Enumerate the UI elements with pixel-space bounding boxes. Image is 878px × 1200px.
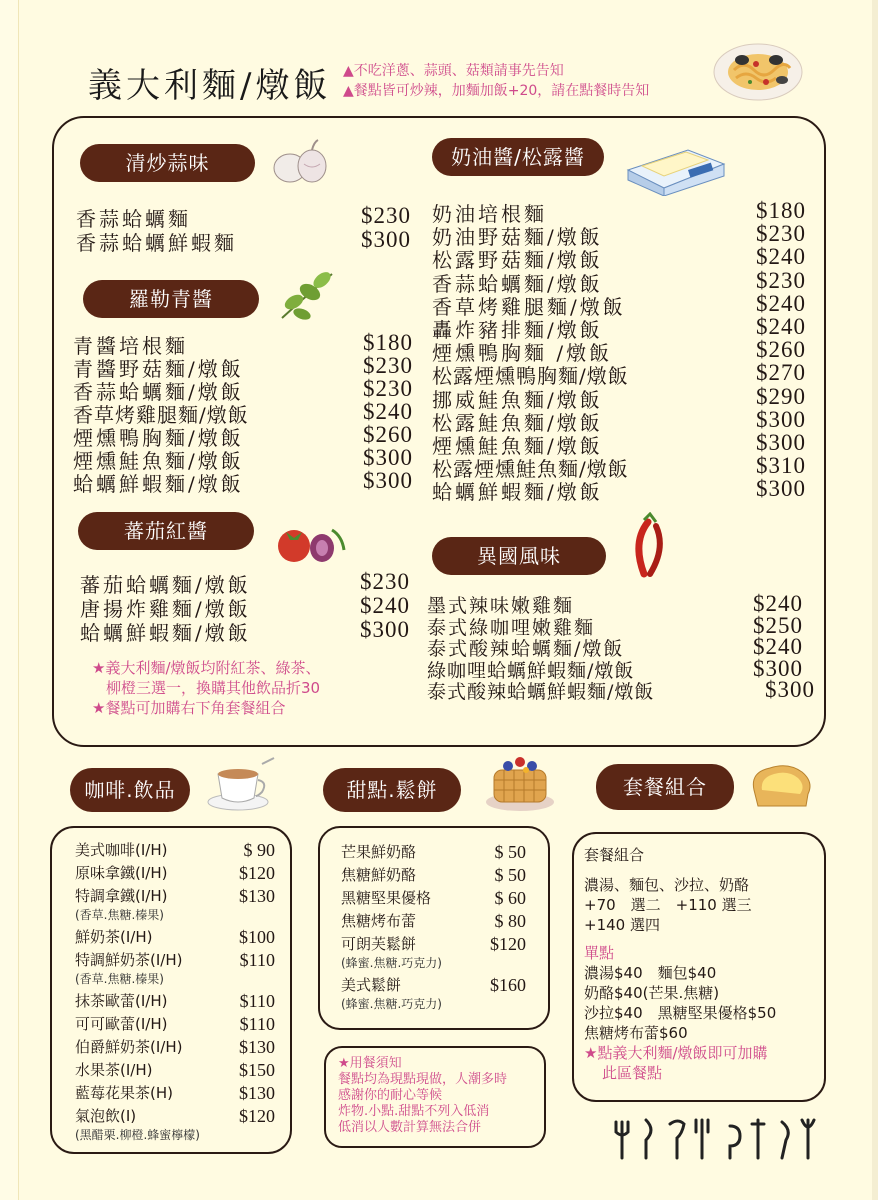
menu-item bbox=[427, 655, 815, 682]
menu-item-price: $240 bbox=[756, 290, 806, 316]
menu-item bbox=[73, 330, 413, 358]
menu-item bbox=[432, 429, 806, 458]
menu-item-price: $180 bbox=[363, 330, 413, 355]
drink-item bbox=[75, 1082, 275, 1105]
menu-item-name: 綠咖哩蛤蠣鮮蝦麵/燉飯 bbox=[427, 659, 635, 682]
page-title: 義大利麵/燉飯 bbox=[88, 66, 332, 106]
menu-item-price: $300 bbox=[363, 468, 413, 493]
single-line: 焦糖烤布蕾$60 bbox=[584, 1024, 688, 1042]
menu-item-price: $240 bbox=[363, 399, 413, 424]
drink-item bbox=[75, 885, 275, 908]
single-line: 沙拉$40 黑糖堅果優格$50 bbox=[584, 1004, 777, 1022]
drink-name: 鮮奶茶(I/H) bbox=[75, 928, 153, 946]
waffle-icon bbox=[484, 750, 556, 814]
dessert-price: $ 80 bbox=[494, 911, 526, 931]
combo-footnote-2: 此區餐點 bbox=[602, 1064, 663, 1082]
butter-icon bbox=[624, 130, 728, 196]
header-note-1: ▲不吃洋蔥、蒜頭、菇類請事先告知 bbox=[343, 63, 564, 79]
tomato-list bbox=[80, 569, 410, 645]
section-cream-title: 奶油醬/松露醬 bbox=[432, 138, 604, 176]
menu-item-price: $300 bbox=[363, 445, 413, 470]
single-line: 濃湯$40 麵包$40 bbox=[584, 964, 717, 982]
drink-name: 氣泡飲(I) bbox=[75, 1107, 137, 1125]
dessert-options: (蜂蜜.焦糖.巧克力) bbox=[341, 997, 442, 1011]
dessert-name: 芒果鮮奶酪 bbox=[341, 843, 417, 861]
dessert-item bbox=[341, 910, 526, 933]
basil-icon bbox=[272, 262, 342, 328]
drink-name: 美式咖啡(I/H) bbox=[75, 841, 168, 859]
menu-item bbox=[73, 353, 413, 381]
section-basil-title: 羅勒青醬 bbox=[83, 280, 259, 318]
menu-item-price: $300 bbox=[361, 227, 411, 252]
menu-item-name: 青醬培根麵 bbox=[73, 334, 188, 358]
coffee-cup-icon bbox=[206, 756, 278, 814]
menu-item bbox=[432, 198, 806, 226]
drink-options: (黑醋栗.柳橙.蜂蜜檸檬) bbox=[75, 1128, 200, 1142]
dining-notice bbox=[338, 1056, 538, 1136]
menu-item bbox=[427, 634, 815, 660]
menu-item-price: $180 bbox=[756, 198, 806, 223]
drink-name: 水果茶(I/H) bbox=[75, 1061, 153, 1079]
drink-name: 特調鮮奶茶(I/H) bbox=[75, 951, 183, 969]
menu-item-price: $250 bbox=[753, 612, 803, 638]
menu-item-name: 香蒜蛤蠣鮮蝦麵 bbox=[76, 231, 237, 255]
menu-item-price: $240 bbox=[753, 591, 803, 616]
combo-line: +70 選二 +110 選三 bbox=[584, 896, 752, 914]
menu-item-price: $260 bbox=[756, 337, 806, 363]
menu-item-name: 香蒜蛤蠣麵 bbox=[76, 207, 191, 231]
menu-item-name: 蕃茄蛤蠣麵/燉飯 bbox=[80, 573, 251, 597]
menu-item-price: $230 bbox=[360, 569, 410, 594]
menu-item bbox=[80, 617, 410, 645]
menu-item-price: $230 bbox=[361, 203, 411, 228]
dessert-price: $ 50 bbox=[494, 842, 526, 862]
dessert-price: $ 50 bbox=[494, 865, 526, 885]
header-note-2: ▲餐點皆可炒辣，加麵加飯+20，請在點餐時告知 bbox=[343, 83, 650, 99]
garlic-list bbox=[76, 203, 411, 255]
dessert-name: 美式鬆餅 bbox=[341, 976, 402, 994]
menu-item-name: 香草烤雞腿麵/燉飯 bbox=[432, 294, 626, 319]
drink-price: $110 bbox=[239, 950, 275, 970]
menu-item-price: $240 bbox=[756, 313, 806, 339]
menu-item bbox=[80, 593, 410, 621]
menu-item-price: $240 bbox=[756, 244, 806, 270]
menu-item bbox=[432, 406, 806, 435]
tomato-note-3: ★餐點可加購右下角套餐組合 bbox=[92, 699, 286, 717]
dessert-item bbox=[341, 974, 526, 997]
menu-item-name: 香蒜蛤蠣麵/燉飯 bbox=[432, 271, 603, 296]
menu-item-price: $260 bbox=[363, 422, 413, 447]
dessert-name: 焦糖鮮奶酪 bbox=[341, 866, 417, 884]
drink-item bbox=[75, 926, 275, 949]
drink-name: 原味拿鐵(I/H) bbox=[75, 864, 168, 882]
basil-list bbox=[73, 330, 413, 496]
menu-item bbox=[432, 267, 806, 296]
menu-item bbox=[427, 612, 815, 639]
garlic-icon bbox=[268, 138, 332, 188]
menu-item bbox=[76, 227, 411, 255]
drink-price: $130 bbox=[239, 886, 275, 906]
section-exotic-title: 異國風味 bbox=[432, 537, 606, 575]
menu-item-price: $230 bbox=[363, 353, 413, 378]
combo-box-title: 套餐組合 bbox=[584, 846, 645, 864]
dessert-item bbox=[341, 933, 526, 956]
drink-item bbox=[75, 1036, 275, 1059]
drink-item bbox=[75, 949, 275, 972]
menu-item-name: 蛤蠣鮮蝦麵/燉飯 bbox=[73, 472, 244, 496]
tomato-note-1: ★義大利麵/燉飯均附紅茶、綠茶、 bbox=[92, 659, 321, 677]
drink-item bbox=[75, 1013, 275, 1036]
menu-item-name: 松露煙燻鮭魚麵/燉飯 bbox=[432, 457, 629, 482]
dessert-price: $120 bbox=[490, 934, 526, 954]
drink-name: 特調拿鐵(I/H) bbox=[75, 887, 168, 905]
left-page-edge bbox=[0, 0, 19, 1200]
menu-item-name: 奶油培根麵 bbox=[432, 202, 547, 226]
menu-item bbox=[73, 376, 413, 404]
notice-line: 炸物.小點.甜點不列入低消 bbox=[338, 1104, 490, 1119]
menu-item bbox=[432, 290, 806, 319]
exotic-list bbox=[427, 591, 815, 703]
drink-item bbox=[75, 1105, 275, 1128]
drink-price: $130 bbox=[239, 1083, 275, 1103]
menu-item bbox=[76, 203, 411, 231]
dessert-price: $ 60 bbox=[494, 888, 526, 908]
notice-line: 感謝你的耐心等候 bbox=[338, 1088, 443, 1103]
pasta-plate-icon bbox=[712, 36, 804, 104]
menu-item-name: 墨式辣味嫩雞麵 bbox=[427, 595, 575, 617]
drinks-list bbox=[75, 839, 275, 1142]
combo-line: +140 選四 bbox=[584, 916, 660, 934]
section-desserts-title: 甜點.鬆餅 bbox=[323, 768, 461, 812]
drink-price: $ 90 bbox=[243, 840, 275, 860]
menu-item bbox=[73, 422, 413, 450]
drink-options: (香草.焦糖.榛果) bbox=[75, 908, 164, 922]
drink-price: $120 bbox=[239, 1106, 275, 1126]
drink-price: $120 bbox=[239, 863, 275, 883]
menu-item-price: $300 bbox=[753, 655, 803, 681]
notice-line: 餐點均為現點現做，人潮多時 bbox=[338, 1072, 508, 1087]
dessert-name: 焦糖烤布蕾 bbox=[341, 912, 417, 930]
dessert-item bbox=[341, 887, 526, 910]
menu-item bbox=[432, 337, 806, 366]
menu-item-name: 挪威鮭魚麵/燉飯 bbox=[432, 387, 603, 412]
menu-item-name: 香蒜蛤蠣麵/燉飯 bbox=[73, 380, 244, 404]
menu-item-name: 煙燻鮭魚麵/燉飯 bbox=[73, 449, 244, 473]
toast-icon bbox=[748, 760, 818, 814]
menu-item-name: 香草烤雞腿麵/燉飯 bbox=[73, 403, 249, 427]
single-title: 單點 bbox=[584, 944, 615, 962]
menu-item-price: $310 bbox=[756, 453, 806, 479]
menu-item bbox=[427, 591, 815, 617]
menu-item bbox=[432, 360, 806, 389]
menu-item-name: 泰式綠咖哩嫩雞麵 bbox=[427, 616, 596, 639]
drink-price: $110 bbox=[239, 991, 275, 1011]
notice-line: 低消以人數計算無法合併 bbox=[338, 1120, 482, 1135]
dessert-name: 黑糖堅果優格 bbox=[341, 889, 432, 907]
menu-item-price: $290 bbox=[756, 383, 806, 409]
desserts-list bbox=[341, 841, 526, 1011]
drink-price: $150 bbox=[239, 1060, 275, 1080]
menu-item bbox=[73, 445, 413, 473]
menu-item-name: 唐揚炸雞麵/燉飯 bbox=[80, 597, 251, 621]
menu-item-price: $240 bbox=[753, 634, 803, 659]
combo-content bbox=[584, 845, 816, 1083]
menu-item-price: $270 bbox=[756, 360, 806, 386]
menu-item-name: 泰式酸辣蛤蠣鮮蝦麵/燉飯 bbox=[427, 681, 655, 703]
menu-item bbox=[80, 569, 410, 597]
drink-name: 可可歐蕾(I/H) bbox=[75, 1015, 168, 1033]
drink-price: $100 bbox=[239, 927, 275, 947]
menu-item-price: $300 bbox=[765, 677, 815, 702]
right-page-edge bbox=[872, 0, 878, 1200]
menu-item-name: 青醬野菇麵/燉飯 bbox=[73, 357, 244, 381]
dessert-name: 可朗芙鬆餅 bbox=[341, 935, 417, 953]
section-tomato-title: 蕃茄紅醬 bbox=[78, 512, 254, 550]
menu-item bbox=[432, 244, 806, 273]
drink-price: $110 bbox=[239, 1014, 275, 1034]
menu-item-name: 蛤蠣鮮蝦麵/燉飯 bbox=[80, 621, 251, 645]
menu-item-price: $300 bbox=[756, 429, 806, 455]
menu-item-price: $230 bbox=[363, 376, 413, 401]
menu-item-price: $300 bbox=[360, 617, 410, 642]
tomato-icon bbox=[272, 518, 352, 568]
drink-options: (香草.焦糖.榛果) bbox=[75, 972, 164, 986]
menu-item-name: 轟炸豬排麵/燉飯 bbox=[432, 317, 603, 342]
menu-item-name: 泰式酸辣蛤蠣麵/燉飯 bbox=[427, 638, 625, 660]
menu-item-name: 松露野菇麵/燉飯 bbox=[432, 248, 603, 273]
chili-icon bbox=[626, 512, 674, 578]
drink-price: $130 bbox=[239, 1037, 275, 1057]
section-drinks-title: 咖啡.飲品 bbox=[70, 768, 190, 812]
menu-item-name: 蛤蠣鮮蝦麵/燉飯 bbox=[432, 480, 603, 505]
menu-item-name: 煙燻鴨胸麵 /燉飯 bbox=[432, 341, 613, 366]
drink-name: 抹茶歐蕾(I/H) bbox=[75, 992, 168, 1010]
menu-item bbox=[73, 399, 413, 427]
utensils-icon bbox=[612, 1114, 834, 1162]
dessert-item bbox=[341, 864, 526, 887]
drink-item bbox=[75, 839, 275, 862]
section-garlic-title: 清炒蒜味 bbox=[80, 144, 255, 182]
dessert-options: (蜂蜜.焦糖.巧克力) bbox=[341, 956, 442, 970]
tomato-note-2: 柳橙三選一，換購其他飲品折30 bbox=[106, 679, 321, 697]
combo-footnote-1: ★點義大利麵/燉飯即可加購 bbox=[584, 1044, 768, 1062]
drink-name: 伯爵鮮奶茶(I/H) bbox=[75, 1038, 183, 1056]
menu-item bbox=[432, 221, 806, 250]
menu-item-price: $230 bbox=[756, 267, 806, 293]
menu-item-name: 松露鮭魚麵/燉飯 bbox=[432, 410, 603, 435]
drink-item bbox=[75, 1059, 275, 1082]
dessert-item bbox=[341, 841, 526, 864]
menu-item-name: 煙燻鴨胸麵/燉飯 bbox=[73, 426, 244, 450]
menu-item-name: 松露煙燻鴨胸麵/燉飯 bbox=[432, 364, 629, 389]
menu-item-price: $300 bbox=[756, 406, 806, 432]
notice-title: ★用餐須知 bbox=[338, 1056, 402, 1071]
cream-list bbox=[432, 198, 806, 505]
section-combo-title: 套餐組合 bbox=[596, 764, 734, 810]
drink-name: 藍莓花果茶(H) bbox=[75, 1084, 173, 1102]
menu-item-name: 奶油野菇麵/燉飯 bbox=[432, 225, 603, 250]
menu-item bbox=[73, 468, 413, 496]
dessert-price: $160 bbox=[490, 975, 526, 995]
menu-item bbox=[432, 453, 806, 482]
menu-item-price: $240 bbox=[360, 593, 410, 618]
drink-item bbox=[75, 990, 275, 1013]
combo-line: 濃湯、麵包、沙拉、奶酪 bbox=[584, 876, 750, 894]
single-line: 奶酪$40(芒果.焦糖) bbox=[584, 984, 720, 1002]
menu-item-name: 煙燻鮭魚麵/燉飯 bbox=[432, 433, 603, 458]
menu-item-price: $300 bbox=[756, 476, 806, 502]
drink-item bbox=[75, 862, 275, 885]
menu-item-price: $230 bbox=[756, 221, 806, 247]
